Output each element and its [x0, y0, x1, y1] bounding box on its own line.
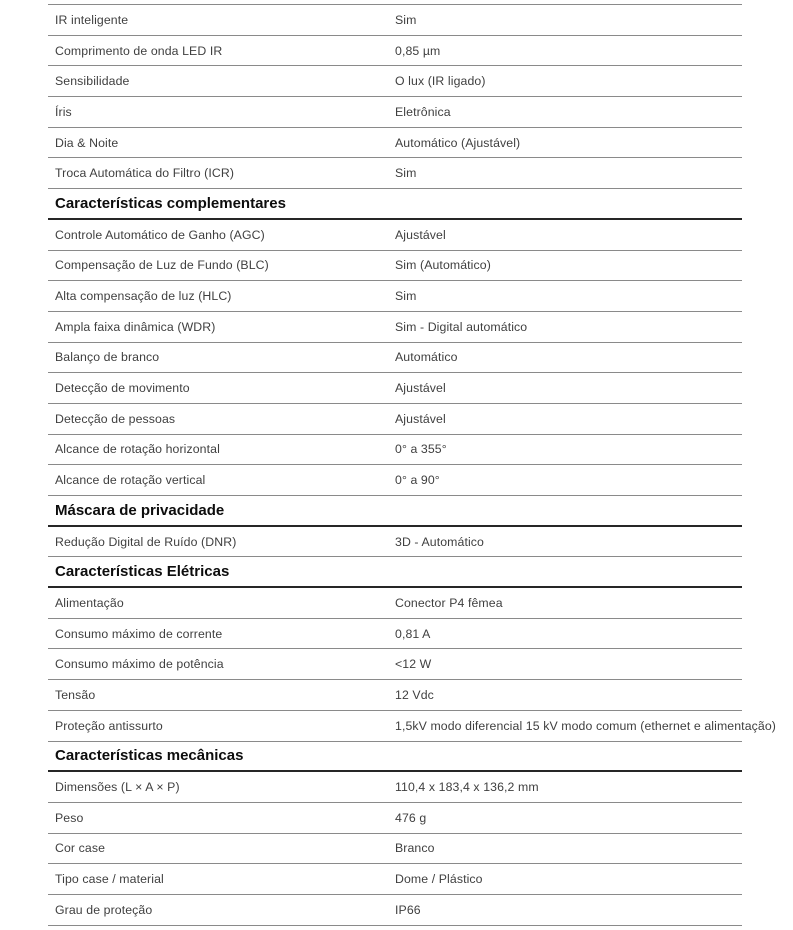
- spec-value: 0,85 µm: [395, 43, 441, 58]
- table-row: [48, 128, 742, 159]
- spec-value: 0° a 90°: [395, 473, 440, 488]
- spec-label: Detecção de pessoas: [55, 411, 176, 426]
- table-row: [48, 373, 742, 404]
- spec-section: [48, 189, 742, 496]
- table-row: [48, 619, 742, 650]
- spec-value: Conector P4 fêmea: [395, 595, 503, 610]
- spec-label: Dia & Noite: [55, 135, 119, 150]
- table-row: [48, 251, 742, 282]
- spec-value: Ajustável: [395, 411, 446, 426]
- spec-label: Cor case: [55, 841, 106, 856]
- spec-label: Troca Automática do Filtro (ICR): [55, 166, 235, 181]
- spec-label: Grau de proteção: [55, 902, 153, 917]
- section-header: Características Elétricas: [48, 557, 742, 588]
- spec-value: Ajustável: [395, 381, 446, 396]
- spec-label: Consumo máximo de potência: [55, 657, 224, 672]
- table-row: [48, 711, 776, 742]
- spec-value: O lux (IR ligado): [395, 74, 486, 89]
- spec-label: Alcance de rotação horizontal: [55, 442, 220, 457]
- spec-label: IR inteligente: [55, 12, 129, 27]
- spec-label: Consumo máximo de corrente: [55, 626, 223, 641]
- table-row: [48, 97, 742, 128]
- spec-value: Eletrônica: [395, 104, 451, 119]
- table-row: [48, 36, 742, 67]
- table-row: [48, 158, 742, 189]
- spec-section: [48, 557, 776, 741]
- spec-value: 0,81 A: [395, 626, 431, 641]
- table-row: [48, 435, 742, 466]
- table-row: [48, 895, 742, 926]
- spec-value: Automático: [395, 350, 458, 365]
- spec-value: 1,5kV modo diferencial 15 kV modo comum (ethernet e alimentação): [395, 718, 776, 733]
- table-row: [48, 5, 742, 36]
- table-row: [48, 649, 742, 680]
- table-row: [48, 312, 742, 343]
- spec-label: Detecção de movimento: [55, 381, 190, 396]
- spec-value: 3D - Automático: [395, 534, 484, 549]
- section-header: Máscara de privacidade: [48, 496, 742, 527]
- spec-label: Redução Digital de Ruído (DNR): [55, 534, 237, 549]
- spec-label: Tipo case / material: [55, 872, 164, 887]
- spec-label: Íris: [55, 104, 72, 119]
- table-row: [48, 527, 742, 558]
- spec-value: Sim - Digital automático: [395, 319, 528, 334]
- table-row: [48, 834, 742, 865]
- spec-value: 110,4 x 183,4 x 136,2 mm: [395, 780, 539, 795]
- spec-label: Controle Automático de Ganho (AGC): [55, 227, 265, 242]
- spec-label: Ampla faixa dinâmica (WDR): [55, 319, 216, 334]
- section-header: Características mecânicas: [48, 742, 742, 773]
- spec-value: 0° a 355°: [395, 442, 447, 457]
- spec-label: Comprimento de onda LED IR: [55, 43, 223, 58]
- spec-value: Sim: [395, 166, 417, 181]
- spec-label: Proteção antissurto: [55, 718, 163, 733]
- spec-value: Sim (Automático): [395, 258, 491, 273]
- spec-value: Automático (Ajustável): [395, 135, 521, 150]
- spec-value: Ajustável: [395, 227, 446, 242]
- table-row: [48, 343, 742, 374]
- spec-value: Branco: [395, 841, 435, 856]
- table-row: [48, 281, 742, 312]
- spec-label: Alta compensação de luz (HLC): [55, 289, 232, 304]
- table-row: [48, 864, 742, 895]
- spec-label: Compensação de Luz de Fundo (BLC): [55, 258, 269, 273]
- table-row: [48, 772, 742, 803]
- spec-table: [48, 4, 776, 926]
- spec-label: Balanço de branco: [55, 350, 160, 365]
- spec-label: Alcance de rotação vertical: [55, 473, 206, 488]
- spec-value: Sim: [395, 289, 417, 304]
- spec-section: [48, 496, 742, 557]
- spec-label: Peso: [55, 810, 84, 825]
- spec-label: Alimentação: [55, 595, 124, 610]
- spec-section: [48, 5, 742, 189]
- table-row: [48, 588, 742, 619]
- table-row: [48, 803, 742, 834]
- table-row: [48, 404, 742, 435]
- table-row: [48, 465, 742, 496]
- spec-value: Sim: [395, 12, 417, 27]
- spec-label: Dimensões (L × A × P): [55, 780, 180, 795]
- spec-value: IP66: [395, 902, 421, 917]
- table-row: [48, 680, 742, 711]
- spec-value: 476 g: [395, 810, 427, 825]
- table-row: [48, 66, 742, 97]
- spec-value: <12 W: [395, 657, 432, 672]
- spec-value: Dome / Plástico: [395, 872, 483, 887]
- spec-value: 12 Vdc: [395, 687, 434, 702]
- spec-label: Sensibilidade: [55, 74, 130, 89]
- table-row: [48, 220, 742, 251]
- spec-section: [48, 742, 742, 926]
- spec-label: Tensão: [55, 687, 96, 702]
- section-header: Características complementares: [48, 189, 742, 220]
